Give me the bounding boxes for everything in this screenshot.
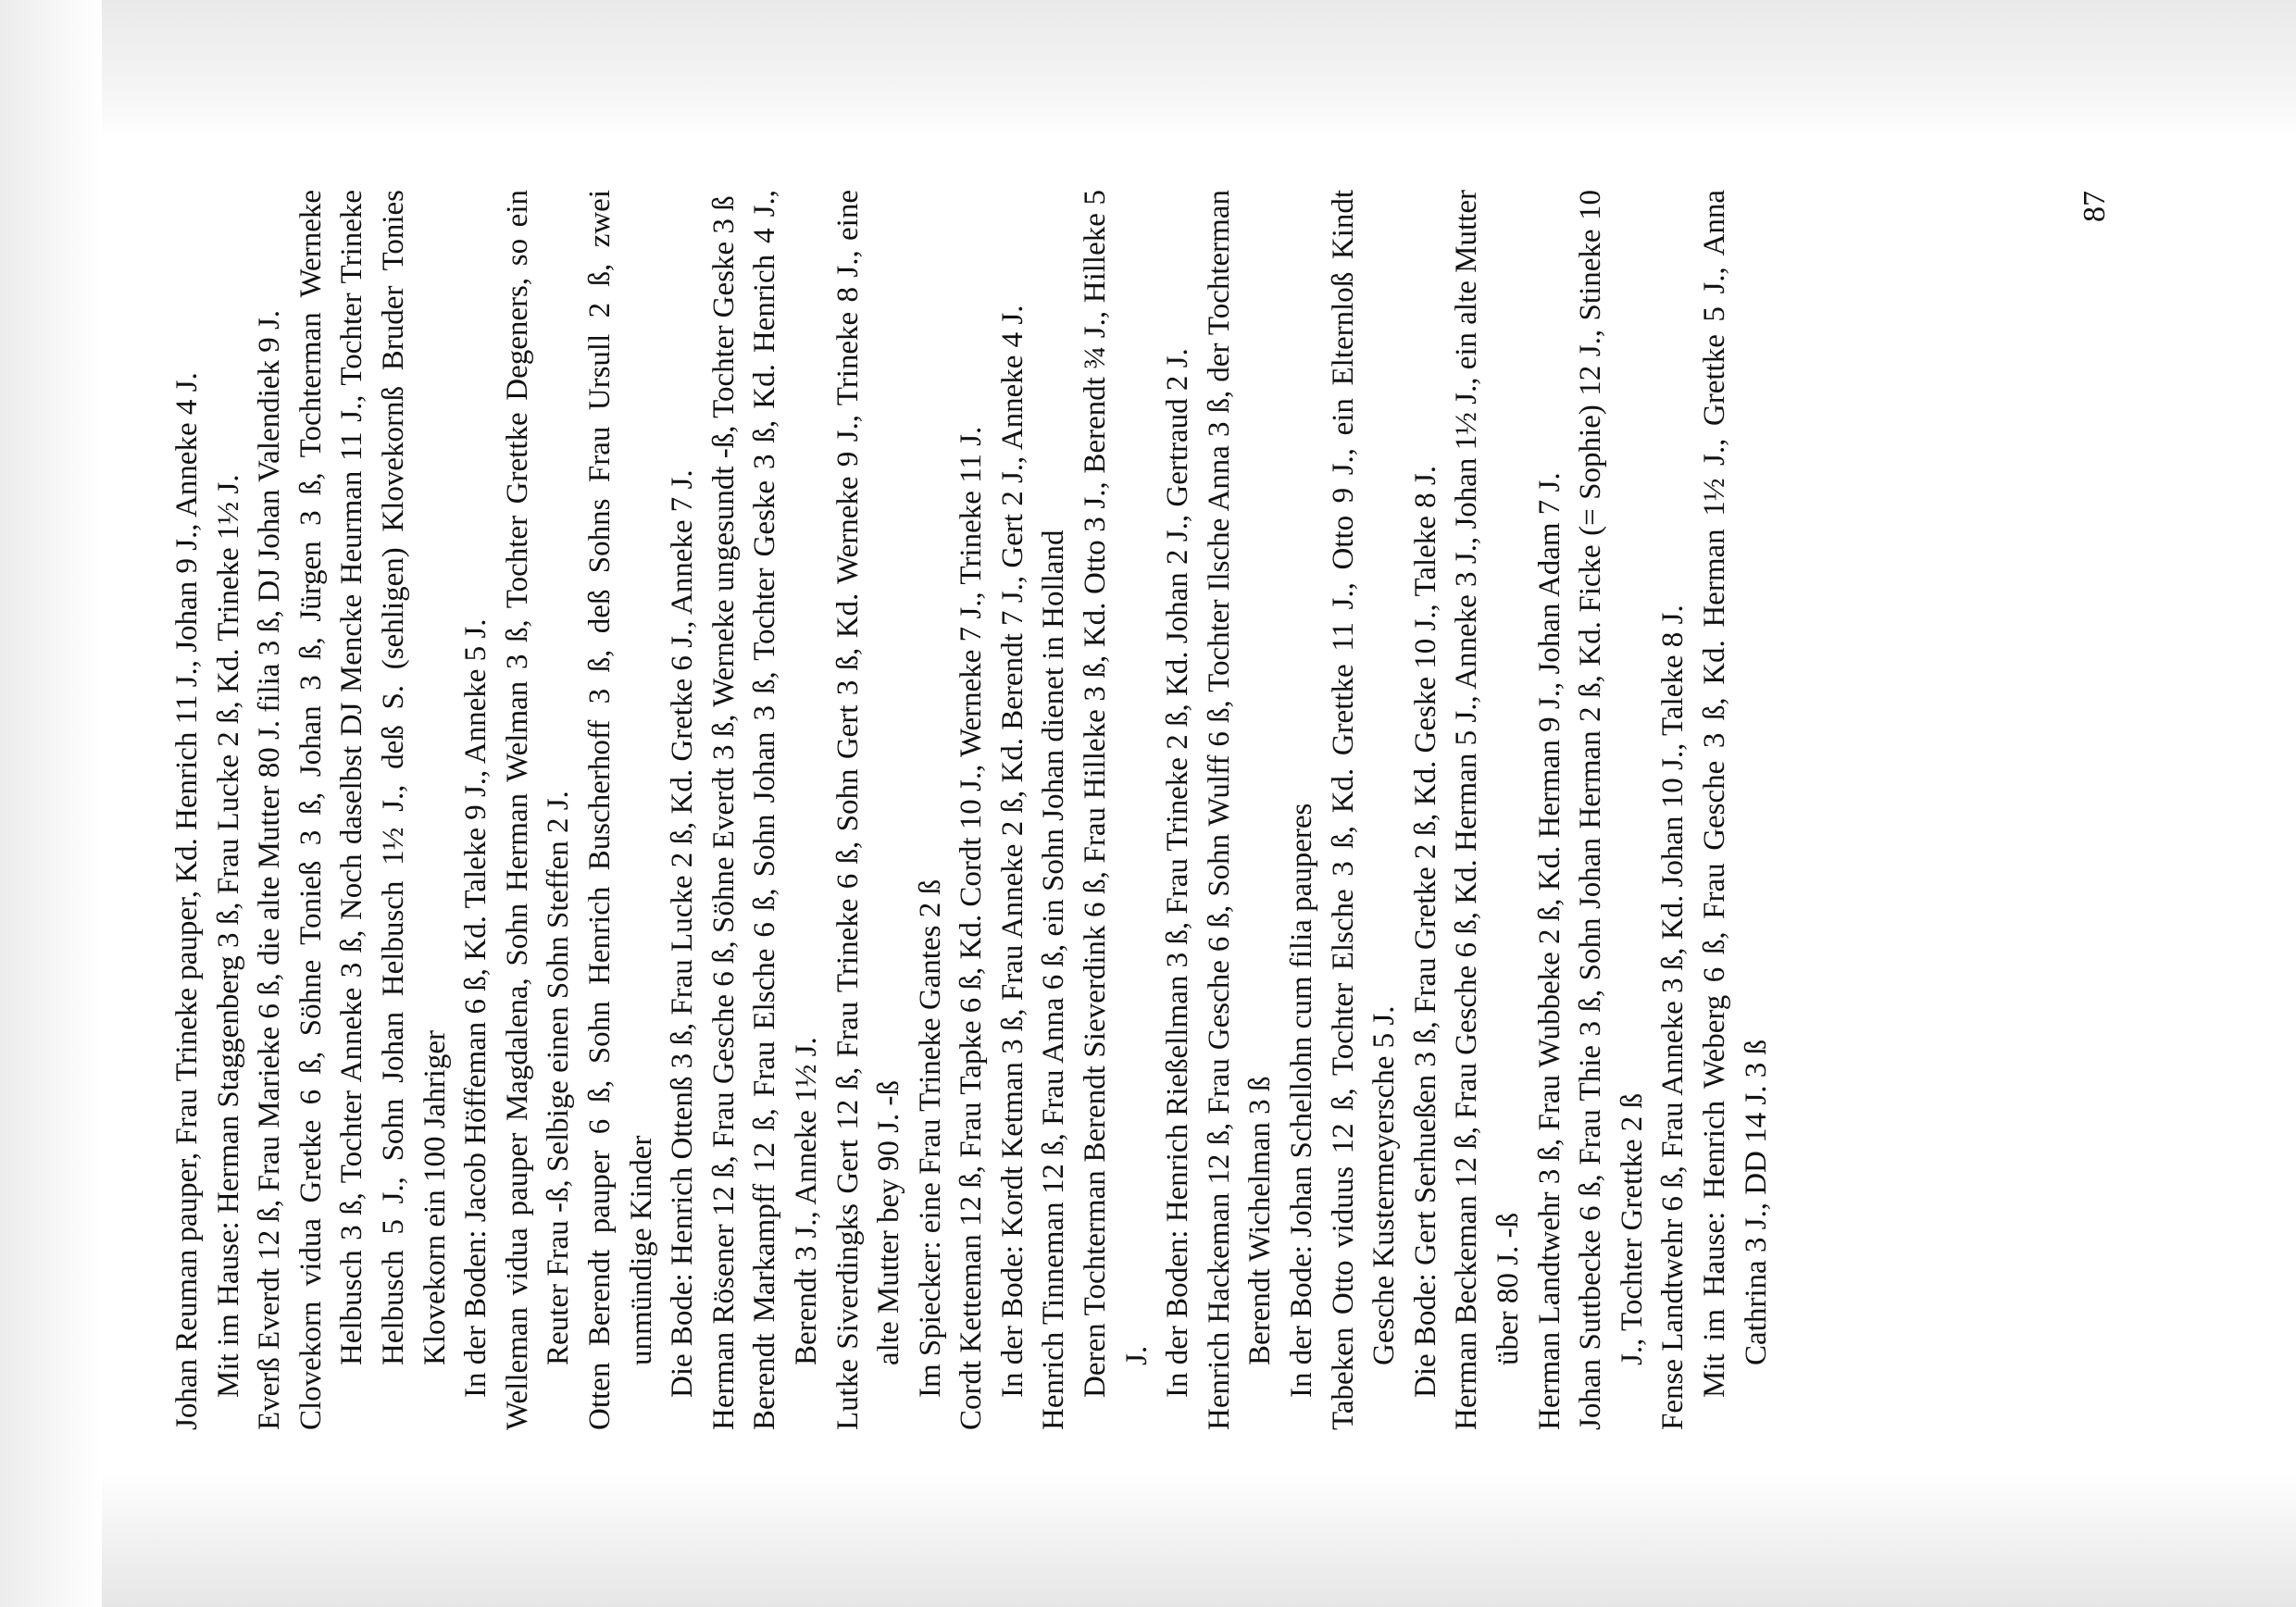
scan-shadow-bottom	[0, 1472, 2296, 1607]
rotated-text-container	[167, 190, 1777, 1430]
register-subentry: Deren Tochterman Berendt Sieverdink 6 ß, Frau Hilleke 3 ß, Kd. Otto 3 J., Berendt ¾ J., Hilleke 5 J.	[1079, 190, 1154, 1398]
register-entry: Clovekorn vidua Gretke 6 ß, Söhne Tonieß 3 ß, Johan 3 ß, Jürgen 3 ß, Tochterman Werneke Helbusch 3 ß, Tochter Anneke 3 ß, Noch daselbst DJ Mencke Heurman 11 J., Tochter Trineke Helbusch 5 J., Sohn Johan Helbusch 1½ J., deß S. (sehligen) Klovekornß Bruder Tonies Klovekorn ein 100 Jahriger	[293, 190, 452, 1430]
register-entry: Berendt Markampff 12 ß, Frau Elsche 6 ß, Sohn Johan 3 ß, Tochter Geske 3 ß, Kd. Henrich 4 J., Berendt 3 J., Anneke 1½ J.	[748, 190, 823, 1430]
register-subentry: Die Bode: Henrich Ottenß 3 ß, Frau Lucke 2 ß, Kd. Gretke 6 J., Anneke 7 J.	[666, 469, 700, 1398]
register-subentry: In der Bode: Johan Schellohn cum filia pauperes	[1285, 803, 1319, 1398]
register-entry: Herman Rösener 12 ß, Frau Gesche 6 ß, Söhne Everdt 3 ß, Werneke ungesundt -ß, Tochter Geske 3 ß	[706, 195, 741, 1430]
register-subentry: Im Spiecker: eine Frau Trineke Gantes 2 ß	[913, 879, 947, 1398]
register-entry: Johan Suttbecke 6 ß, Frau Thie 3 ß, Sohn Johan Herman 2 ß, Kd. Ficke (= Sophie) 12 J., Stineke 10 J., Tochter Grettke 2 ß	[1574, 190, 1649, 1430]
register-text	[167, 190, 1777, 1430]
scan-shadow-top	[0, 0, 2296, 139]
register-subentry: In der Boden: Henrich Rießellman 3 ß, Frau Trineke 2 ß, Kd. Johan 2 J., Gertraud 2 J.	[1161, 348, 1195, 1398]
register-entry: Herman Beckeman 12 ß, Frau Gesche 6 ß, Kd. Herman 5 J., Anneke 3 J., Johan 1½ J., ein alte Mutter über 80 J. -ß	[1450, 190, 1525, 1430]
register-entry: Everß Everdt 12 ß, Frau Marieke 6 ß, die alte Mutter 80 J. filia 3 ß, DJ Johan Valendiek 9 J.	[253, 309, 287, 1430]
register-subentry: Mit im Hause: Henrich Weberg 6 ß, Frau Gesche 3 ß, Kd. Herman 1½ J., Grettke 5 J., Anna Cathrina 3 J., DD 14 J. 3 ß	[1697, 190, 1773, 1398]
scan-shadow-left	[0, 0, 102, 1607]
register-subentry: Die Bode: Gert Serhueßen 3 ß, Frau Gretke 2 ß, Kd. Geske 10 J., Taleke 8 J.	[1408, 465, 1442, 1398]
register-entry: Lutke Siverdingks Gert 12 ß, Frau Trineke 6 ß, Sohn Gert 3 ß, Kd. Werneke 9 J., Trineke 8 J., eine alte Mutter bey 90 J. -ß	[830, 190, 906, 1430]
register-entry: Herman Landtwehr 3 ß, Frau Wubbeke 2 ß, Kd. Herman 9 J., Johan Adam 7 J.	[1532, 472, 1566, 1430]
register-entry: Henrich Tinneman 12 ß, Frau Anna 6 ß, ein Sohn Johan dienet in Holland	[1037, 529, 1071, 1430]
register-subentry: Mit im Hause: Herman Staggenberg 3 ß, Frau Lucke 2 ß, Kd. Trineke 1½ J.	[211, 474, 245, 1398]
page-number: 87	[2078, 191, 2112, 222]
register-subentry: In der Bode: Kordt Ketman 3 ß, Frau Anneke 2 ß, Kd. Berendt 7 J., Gert 2 J., Anneke 4 J.	[995, 305, 1029, 1398]
register-entry: Tabeken Otto viduus 12 ß, Tochter Elsche 3 ß, Kd. Grettke 11 J., Otto 9 J., ein Elternloß Kindt Gesche Kustermeyersche 5 J.	[1326, 190, 1402, 1430]
register-entry: Henrich Hackeman 12 ß, Frau Gesche 6 ß, Sohn Wulff 6 ß, Tochter Ilsche Anna 3 ß, der Tochterman Berendt Wichelman 3 ß	[1202, 190, 1278, 1430]
register-entry: Otten Berendt pauper 6 ß, Sohn Henrich Buscherhoff 3 ß, deß Sohns Frau Ursull 2 ß, zwei unmündige Kinder	[582, 190, 658, 1430]
register-entry: Welleman vidua pauper Magdalena, Sohn Herman Welman 3 ß, Tochter Grettke Degeners, so ein Reuter Frau -ß, Selbige einen Sohn Steffen 2 J.	[500, 190, 576, 1430]
register-entry: Fense Landtwehr 6 ß, Frau Anneke 3 ß, Kd. Johan 10 J., Taleke 8 J.	[1656, 604, 1691, 1430]
register-entry: Johan Reuman pauper, Frau Trineke pauper, Kd. Henrich 11 J., Johan 9 J., Anneke 4 J.	[170, 372, 204, 1430]
register-subentry: In der Boden: Jacob Höffeman 6 ß, Kd. Taleke 9 J., Anneke 5 J.	[459, 618, 493, 1398]
register-entry: Cordt Ketteman 12 ß, Frau Tapke 6 ß, Kd. Cordt 10 J., Werneke 7 J., Trineke 11 J.	[955, 426, 989, 1430]
